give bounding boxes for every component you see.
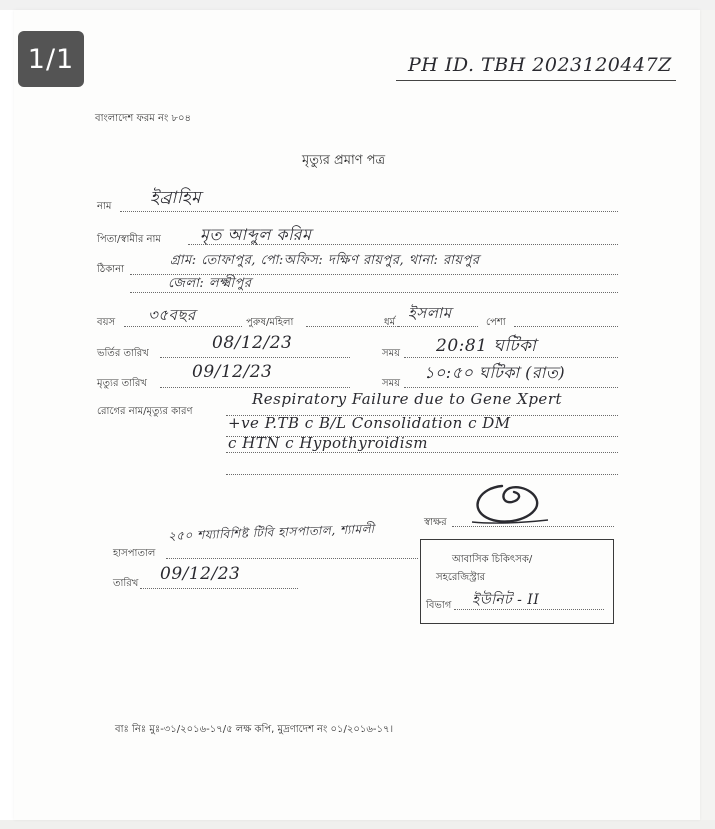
occupation-line <box>514 326 618 327</box>
cause-line-4 <box>226 474 618 475</box>
signature-label: স্বাক্ষর <box>424 517 447 528</box>
address-value-line2: জেলা: লক্ষ্মীপুর <box>168 276 252 291</box>
cause-label: রোগের নাম/মৃত্যুর কারণ <box>97 406 193 417</box>
death-time: ১০:৫০ ঘটিকা (রাত) <box>424 363 566 382</box>
doctor-signature <box>462 478 552 528</box>
admission-date: 08/12/23 <box>212 333 293 353</box>
date-value: 09/12/23 <box>160 564 241 584</box>
death-date-line <box>160 387 350 388</box>
death-date-label: মৃত্যুর তারিখ <box>97 378 147 389</box>
admission-date-line <box>160 357 350 358</box>
occupation-label: পেশা <box>486 317 506 328</box>
admission-time-label: সময় <box>382 348 401 359</box>
address-label: ঠিকানা <box>97 264 124 275</box>
certificate-title: মৃত্যুর প্রমাণ পত্র <box>302 153 386 168</box>
age-value: ৩৫বছর <box>148 306 196 324</box>
admission-time: 20:81 ঘটিকা <box>436 336 537 356</box>
hospital-label: হাসপাতাল <box>113 548 156 559</box>
cause-value-line2: +ve P.TB c B/L Consolidation c DM <box>228 414 511 432</box>
death-time-label: সময় <box>382 378 401 389</box>
stamp-title: আবাসিক চিকিৎসক/ <box>452 554 533 565</box>
stamp-subtitle: সহরেজিস্ট্রার <box>436 572 486 583</box>
stamp-dept-value: ইউনিট - II <box>472 592 540 608</box>
hospital-line <box>166 558 418 559</box>
admission-label: ভর্তির তারিখ <box>97 348 149 359</box>
name-value: ইব্রাহিম <box>150 188 202 208</box>
address-value-line1: গ্রাম: তোফাপুর, পো:অফিস: দক্ষিণ রায়পুর, থানা: রায়পুর <box>170 253 480 268</box>
date-line <box>140 588 298 589</box>
stamp-dept-label: বিভাগ <box>426 600 452 611</box>
cause-value-line1: Respiratory Failure due to Gene Xpert <box>252 390 563 408</box>
death-time-line <box>404 387 618 388</box>
father-value: মৃত আব্দুল করিম <box>200 225 312 244</box>
sex-label: পুরুষ/মহিলা <box>246 317 294 328</box>
religion-value: ইসলাম <box>408 304 452 322</box>
hospital-value: ২৫০ শয্যাবিশিষ্ট টিবি হাসপাতাল, শ্যামলী <box>167 521 375 543</box>
viewer-bottom-strip <box>0 820 715 829</box>
viewer-right-edge <box>700 10 715 829</box>
religion-label: ধর্ম <box>384 317 396 328</box>
signature-line <box>452 526 614 527</box>
date-label: তারিখ <box>113 578 139 589</box>
patient-id: PH ID. TBH 2023120447Z <box>408 54 672 76</box>
viewer-top-strip <box>0 0 715 10</box>
father-label: পিতা/স্বামীর নাম <box>97 234 161 245</box>
death-date: 09/12/23 <box>192 362 273 382</box>
cause-value-line3: c HTN c Hypothyroidism <box>228 434 428 452</box>
patient-id-underline <box>396 80 676 81</box>
name-label: নাম <box>97 201 112 212</box>
page-counter[interactable]: 1/1 <box>18 31 84 87</box>
age-label: বয়স <box>97 317 116 328</box>
print-order-note: বাঃ নিঃ মুঃ-৩১/২০১৬-১৭/৫ লক্ষ কপি, মুদ্রণাদেশ নং ০১/২০১৬-১৭। <box>115 724 394 735</box>
cause-line-3 <box>226 452 618 453</box>
form-number: বাংলাদেশ ফরম নং ৮০৪ <box>95 113 191 124</box>
